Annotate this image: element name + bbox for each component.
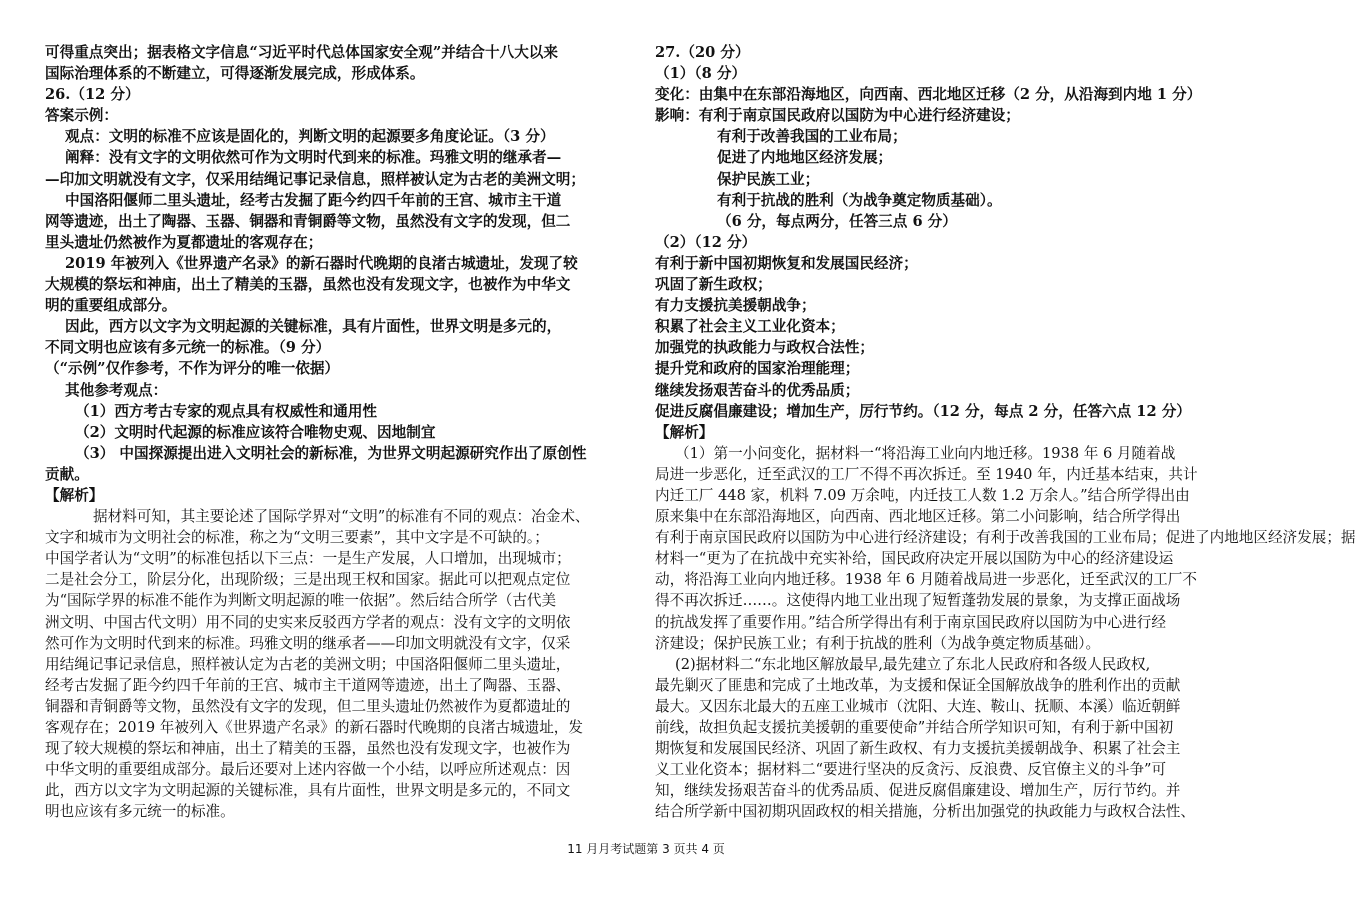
text-line: 答案示例：: [45, 107, 118, 125]
text-line: （1）西方考古专家的观点具有权威性和通用性: [75, 402, 378, 420]
text-line: 国际治理体系的不断建立，可得逐渐发展完成，形成体系。: [45, 65, 425, 83]
text-line: 有利于南京国民政府以国防为中心进行经济建设；有利于改善我国的工业布局；促进了内地地区经济发展；据: [655, 529, 1356, 547]
text-line: 27.（20 分）: [655, 44, 750, 61]
text-line: 知，继续发扬艰苦奋斗的优秀品质、促进反腐倡廉建设、增加生产，厉行节约。并: [655, 782, 1181, 800]
text-line: 此，西方以文字为文明起源的关键标准，具有片面性，世界文明是多元的，不同文: [45, 782, 571, 800]
text-line: 巩固了新生政权；: [655, 276, 772, 294]
right-column: [655, 42, 1356, 822]
text-line: （1）（8 分）: [655, 65, 747, 83]
text-line: （3） 中国探源提出进入文明社会的新标准，为世界文明起源研究作出了原创性: [75, 444, 587, 462]
text-line: 内迁工厂 448 家，机料 7.09 万余吨，内迁技工人数 1.2 万余人。”结合所学得出由: [655, 486, 1190, 504]
text-line: 贡献。: [45, 465, 89, 483]
text-line: 明也应该有多元统一的标准。: [45, 803, 235, 821]
text-line: 明的重要组成部分。: [45, 297, 177, 315]
text-line: 现了较大规模的祭坛和神庙，出土了精美的玉器，虽然也没有发现文字，也被作为: [45, 740, 571, 758]
text-line: （2）文明时代起源的标准应该符合唯物史观、因地制宜: [75, 423, 436, 441]
text-line: 26.（12 分）: [45, 86, 140, 104]
text-line: —印加文明就没有文字，仅采用结绳记事记录信息，照样被认定为古老的美洲文明；: [45, 170, 585, 188]
text-line: 济建设；保护民族工业；有利于抗战的胜利（为战争奠定物质基础）。: [655, 634, 1101, 652]
text-line: 里头遗址仍然被作为夏都遗址的客观存在；: [45, 233, 323, 251]
text-line: 结合所学新中国初期巩固政权的相关措施，分析出加强党的执政能力与政权合法性、: [655, 803, 1195, 821]
text-line: 保护民族工业；: [717, 170, 820, 188]
text-line: 中国洛阳偃师二里头遗址，经考古发掘了距今约四千年前的王宫、城市主干道: [65, 191, 562, 209]
text-line: 提升党和政府的国家治理能理；: [655, 360, 860, 378]
text-line: 变化：由集中在东部沿海地区，向西南、西北地区迁移（2 分，从沿海到内地 1 分）: [655, 86, 1202, 104]
text-line: 为“国际学界的标准不能作为判断文明起源的唯一依据”。然后结合所学（古代美: [45, 592, 557, 610]
text-line: 促进了内地地区经济发展；: [717, 149, 893, 167]
text-line: 最大。又因东北最大的五座工业城市（沈阳、大连、鞍山、抚顺、本溪）临近朝鲜: [655, 697, 1181, 715]
text-line: 不同文明也应该有多元统一的标准。（9 分）: [45, 339, 331, 357]
text-line: 用结绳记事记录信息，照样被认定为古老的美洲文明；中国洛阳偃师二里头遗址，: [45, 655, 571, 673]
text-line: （“示例”仅作参考，不作为评分的唯一依据）: [45, 360, 340, 378]
text-line: 客观存在；2019 年被列入《世界遗产名录》的新石器时代晚期的良渚古城遗址，发: [45, 719, 583, 736]
text-line: 大规模的祭坛和神庙，出土了精美的玉器，虽然也没有发现文字，也被作为中华文: [45, 276, 571, 294]
text-line: 文字和城市为文明社会的标准，称之为“文明三要素”，其中文字是不可缺的。；: [45, 529, 549, 547]
text-line: 有利于新中国初期恢复和发展国民经济；: [655, 254, 918, 272]
text-line: 材料一“更为了在抗战中充实补给，国民政府决定开展以国防为中心的经济建设运: [655, 550, 1174, 568]
text-line: （2）（12 分）: [655, 233, 757, 251]
text-line: 加强党的执政能力与政权合法性；: [655, 339, 874, 357]
text-line: (2)据材料二“东北地区解放最早,最先建立了东北人民政府和各级人民政权,: [675, 655, 1151, 673]
text-line: 中国学者认为“文明”的标准包括以下三点：一是生产发展，人口增加，出现城市；: [45, 550, 571, 568]
text-line: 其他参考观点：: [65, 381, 168, 399]
text-line: 铜器和青铜爵等文物，虽然没有文字的发现，但二里头遗址仍然被作为夏都遗址的: [45, 697, 571, 715]
text-line: 有利于改善我国的工业布局；: [717, 128, 907, 146]
text-line: 洲文明、中国古代文明）用不同的史实来反驳西方学者的观点：没有文字的文明依: [45, 613, 571, 631]
text-line: 促进反腐倡廉建设；增加生产，厉行节约。（12 分，每点 2 分，任答六点 12 分）: [655, 402, 1191, 420]
text-line: 前线，故担负起支援抗美援朝的重要使命”并结合所学知识可知，有利于新中国初: [655, 719, 1174, 736]
text-line: 然可作为文明时代到来的标准。玛雅文明的继承者——印加文明就没有文字，仅采: [45, 634, 571, 652]
text-line: 期恢复和发展国民经济、巩固了新生政权、有力支援抗美援朝战争、积累了社会主: [655, 740, 1181, 758]
text-line: 经考古发掘了距今约四千年前的王宫、城市主干道网等遗迹，出土了陶器、玉器、: [45, 676, 571, 694]
text-line: 因此，西方以文字为文明起源的关键标准，具有片面性，世界文明是多元的，: [65, 318, 562, 336]
left-column: [45, 42, 635, 822]
text-line: 网等遗迹，出土了陶器、玉器、铜器和青铜爵等文物，虽然没有文字的发现，但二: [45, 212, 571, 230]
text-line: 局进一步恶化，迁至武汉的工厂不得不再次拆迁。至 1940 年，内迁基本结束，共计: [655, 465, 1198, 483]
text-line: 有力支援抗美援朝战争；: [655, 297, 816, 315]
text-line: 【解析】: [45, 486, 104, 504]
text-line: 影响：有利于南京国民政府以国防为中心进行经济建设；: [655, 107, 1020, 125]
text-line: 2019 年被列入《世界遗产名录》的新石器时代晚期的良渚古城遗址，发现了较: [65, 254, 578, 272]
text-line: 二是社会分工，阶层分化，出现阶级；三是出现王权和国家。据此可以把观点定位: [45, 571, 571, 589]
text-line: 有利于抗战的胜利（为战争奠定物质基础）。: [717, 191, 1002, 209]
text-line: 观点：文明的标准不应该是固化的，判断文明的起源要多角度论证。（3 分）: [65, 128, 555, 146]
text-line: 可得重点突出；据表格文字信息“习近平时代总体国家安全观”并结合十八大以来: [45, 44, 558, 61]
text-line: 得不再次拆迁……。这使得内地工业出现了短暂蓬勃发展的景象，为支撑正面战场: [655, 592, 1181, 610]
text-line: 最先剿灭了匪患和完成了土地改革，为支援和保证全国解放战争的胜利作出的贡献: [655, 676, 1181, 694]
text-line: 中华文明的重要组成部分。最后还要对上述内容做一个小结，以呼应所述观点：因: [45, 761, 571, 779]
text-line: 义工业化资本；据材料二“要进行坚决的反贪污、反浪费、反官僚主义的斗争”可: [655, 761, 1167, 779]
text-line: 继续发扬艰苦奋斗的优秀品质；: [655, 381, 860, 399]
text-line: 【解析】: [655, 423, 714, 441]
text-line: 据材料可知，其主要论述了国际学界对“文明”的标准有不同的观点：冶金术、: [93, 508, 590, 526]
text-line: 积累了社会主义工业化资本；: [655, 318, 845, 336]
text-line: 动，将沿海工业向内地迁移。1938 年 6 月随着战局进一步恶化，迁至武汉的工厂不: [655, 571, 1197, 589]
page-footer: 11 月月考试题第 3 页共 4 页: [567, 842, 725, 856]
text-line: 阐释：没有文字的文明依然可作为文明时代到来的标准。玛雅文明的继承者—: [65, 149, 562, 167]
text-line: 的抗战发挥了重要作用。”结合所学得出有利于南京国民政府以国防为中心进行经: [655, 613, 1166, 631]
text-line: 原来集中在东部沿海地区，向西南、西北地区迁移。第二小问影响，结合所学得出: [655, 508, 1181, 526]
text-line: （1）第一小问变化，据材料一“将沿海工业向内地迁移。1938 年 6 月随着战: [675, 444, 1176, 462]
text-line: （6 分，每点两分，任答三点 6 分）: [717, 212, 957, 230]
